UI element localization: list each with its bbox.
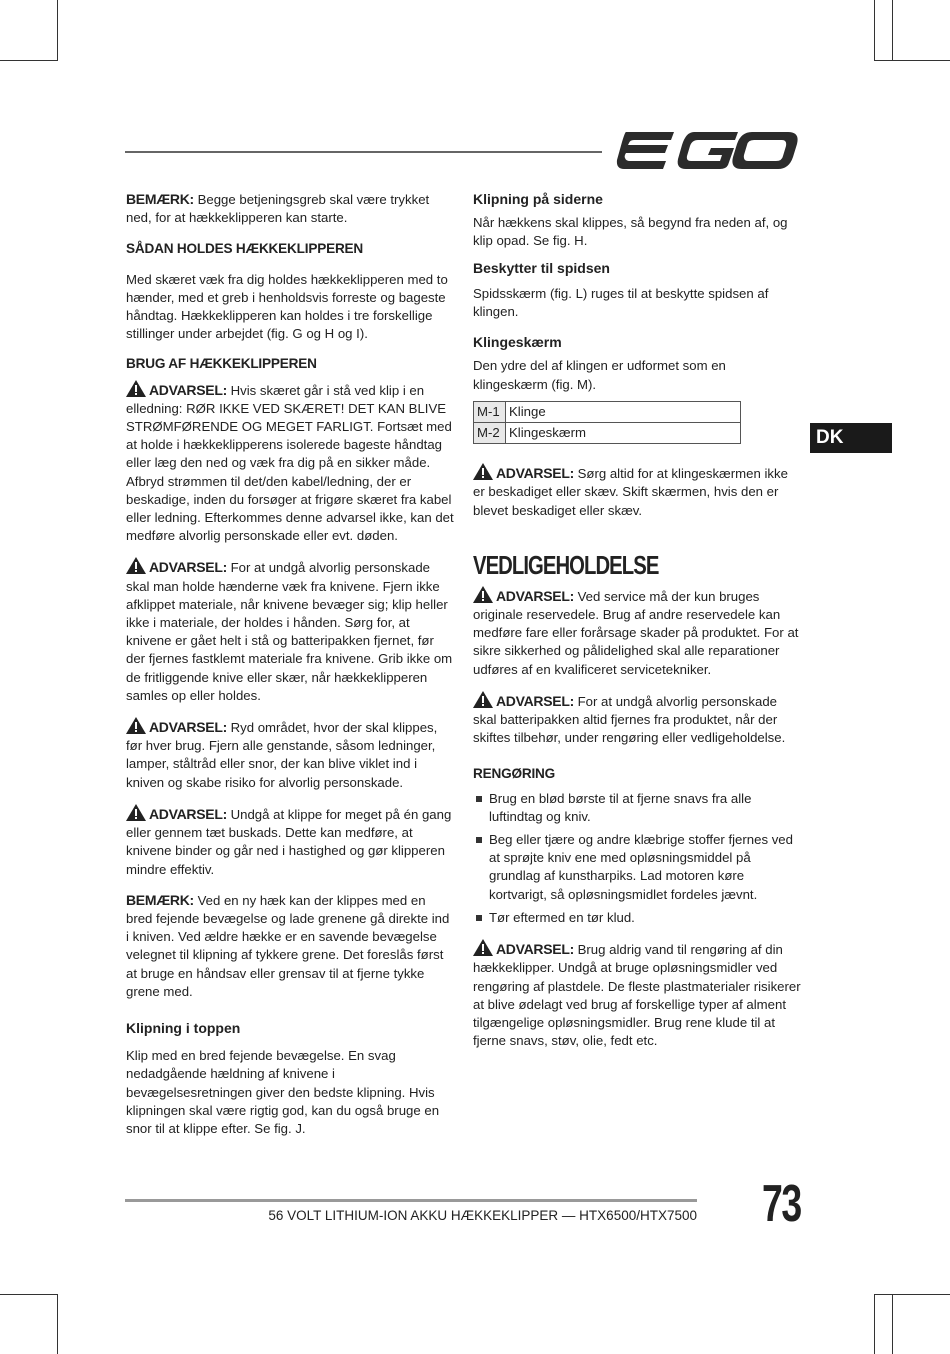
paragraph-tip-protector: Spidsskærm (fig. L) ruges til at beskytte spidsen af klingen. bbox=[473, 285, 769, 320]
warning-original-parts bbox=[473, 586, 803, 679]
paragraph-blade-guard: Den ydre del af klingen er udformet som en klingeskærm (fig. M). bbox=[473, 358, 726, 392]
page-number: 73 bbox=[762, 1175, 801, 1233]
table-row bbox=[474, 401, 741, 422]
heading-cleaning: RENGØRING bbox=[473, 766, 556, 782]
crop-mark bbox=[874, 60, 950, 61]
warning-text: Ved service må der kun bruges originale reservedele. Brug af andre reservedele kan medføre fare eller forårsage skader på produktet. For at sikre sikkerhed og pålidelighed skal alle reparationer udføres af en kvalificeret servicetekniker. bbox=[473, 588, 799, 677]
crop-mark bbox=[0, 1294, 58, 1295]
list-item-text: Beg eller tjære og andre klæbrige stoffer fjernes ved at sprøjte kniv ene med opløsningsmiddel på grundlag af kunstharpiks. Lad motoren køre kortvarigt, så opløsningsmidlet fordeles jævnt. bbox=[489, 832, 793, 902]
crop-mark bbox=[874, 0, 875, 60]
warning-label: ADVARSEL: bbox=[496, 692, 574, 709]
language-tab: DK bbox=[810, 423, 892, 453]
crop-mark bbox=[892, 1294, 893, 1354]
paragraph-side-trimming: Når hækkens skal klippes, så begynd fra neden af, og klip opad. Se fig. H. bbox=[473, 215, 788, 249]
part-name: Klingeskærm bbox=[506, 423, 741, 444]
note-new-hedge bbox=[126, 891, 454, 1001]
warning-remove-battery bbox=[473, 691, 803, 748]
list-item bbox=[473, 909, 803, 927]
warning-label: ADVARSEL: bbox=[149, 381, 227, 398]
warning-dense-brush bbox=[126, 804, 454, 879]
warning-triangle-icon bbox=[126, 557, 146, 574]
warning-triangle-icon bbox=[473, 586, 493, 603]
ego-logo bbox=[616, 130, 800, 174]
list-item bbox=[473, 790, 803, 826]
note-text: Ved en ny hæk kan der klippes med en bred fejende bevægelse og lade grenene gå direkte ind i kniven. Ved ældre hække er en savende bevægelse velegnet til klipning af tykkere grene. Det foreslås først at bruge en håndsav eller grensav til at fjerne tykke grene med. bbox=[126, 892, 450, 999]
heading-how-to-hold: SÅDAN HOLDES HÆKKEKLIPPEREN bbox=[126, 241, 364, 257]
warning-triangle-icon bbox=[473, 463, 493, 480]
warning-label: ADVARSEL: bbox=[149, 805, 227, 822]
crop-mark bbox=[874, 1294, 875, 1354]
warning-text: Undgå at klippe for meget på én gang eller gennem tæt buskads. Dette kan medføre, at knivene binder og går ned i hastighed og gør klipperen mindre effektiv. bbox=[126, 806, 452, 877]
parts-table bbox=[473, 401, 741, 444]
crop-mark bbox=[57, 1294, 58, 1354]
warning-text: For at undgå alvorlig personskade skal man holde hænderne væk fra knivene. Fjern ikke afklippet materiale, når knivene bevæger sig; klip heller ikke i materiale, der holdes i hånden. Sørg for, at knivene er gået helt i stå og batteripakken fjernet, før der fjernes fastklemt materiale fra knivene. Grib ikke om de fritliggende knive eller skær, når hækkeklipperen samles op eller holdes. bbox=[126, 560, 453, 703]
header-rule bbox=[125, 151, 602, 153]
warning-clear-area bbox=[126, 717, 454, 792]
warning-triangle-icon bbox=[126, 380, 146, 397]
warning-triangle-icon bbox=[473, 691, 493, 708]
table-row bbox=[474, 423, 741, 444]
crop-mark bbox=[57, 0, 58, 60]
warning-label: ADVARSEL: bbox=[496, 941, 574, 958]
warning-keep-hands-away bbox=[126, 557, 454, 705]
left-column bbox=[126, 190, 454, 1138]
heading-top-trimming: Klipning i toppen bbox=[126, 1019, 241, 1036]
footer-product-title: 56 VOLT LITHIUM-ION AKKU HÆKKEKLIPPER — HTX6500/HTX7500 bbox=[268, 1208, 697, 1223]
note-label: BEMÆRK: bbox=[126, 891, 194, 908]
warning-label: ADVARSEL: bbox=[496, 465, 574, 482]
paragraph-top-trimming: Klip med en bred fejende bevægelse. En svag nedadgående hældning af knivene i bevægelsesretningen giver den bedste klipning. Hvis klipningen skal være rigtig god, kan du også bruge en snor til at klippe efter. Se fig. J. bbox=[126, 1048, 440, 1136]
warning-label: ADVARSEL: bbox=[149, 719, 227, 736]
warning-text: Hvis skæret går i stå ved klip i en elledning: RØR IKKE VED SKÆRET! DET KAN BLIVE STRØMFØRENDE OG MEGET FARLIGT. Fortsæt med at holde i hækkeklipperens isolerede bageste håndtag eller læg den ned og væk fra dig på en sikker måde. Afbryd strømmen til det/den kabel/ledning, der er beskadige, inden du forsøger at frigøre skæret fra kabel eller ledning. Efterkommes denne advarsel ikke, kan det medføre alvorlig personskade eller evt. døden. bbox=[126, 382, 454, 544]
heading-use: BRUG AF HÆKKEKLIPPEREN bbox=[126, 356, 317, 372]
warning-triangle-icon bbox=[126, 804, 146, 821]
footer-rule bbox=[125, 1199, 697, 1202]
note-operating-grips bbox=[126, 190, 454, 227]
list-item-text: Brug en blød børste til at fjerne snavs fra alle luftindtag og kniv. bbox=[489, 790, 752, 824]
crop-mark bbox=[0, 60, 58, 61]
crop-mark bbox=[874, 1294, 950, 1295]
list-item bbox=[473, 831, 803, 904]
heading-maintenance: VEDLIGEHOLDELSE bbox=[473, 549, 659, 580]
paragraph-how-to-hold: Med skæret væk fra dig holdes hækkeklipperen med to hænder, med et greb i henholdsvis forreste og bageste håndtag. Hækkeklipperen kan holdes i tre forskellige stillinger under arbejdet (fig. G og H og I). bbox=[126, 271, 448, 342]
heading-side-trimming: Klipning på siderne bbox=[473, 191, 603, 207]
warning-triangle-icon bbox=[126, 717, 146, 734]
warning-text: Sørg altid for at klingeskærmen ikke er beskadiget eller skæv. Skift skærmen, hvis den er blevet beskadiget eller skæv. bbox=[473, 466, 788, 518]
crop-mark bbox=[892, 0, 893, 60]
heading-tip-protector: Beskytter til spidsen bbox=[473, 259, 610, 276]
cleaning-list bbox=[473, 790, 803, 927]
square-bullet-icon bbox=[476, 837, 482, 843]
part-code: M-2 bbox=[474, 423, 506, 444]
warning-blade-guard-damage bbox=[473, 463, 803, 520]
warning-label: ADVARSEL: bbox=[149, 559, 227, 576]
right-column bbox=[473, 190, 803, 1050]
square-bullet-icon bbox=[476, 796, 482, 802]
warning-power-line bbox=[126, 380, 454, 546]
heading-blade-guard: Klingeskærm bbox=[473, 334, 562, 351]
part-code: M-1 bbox=[474, 401, 506, 422]
warning-text: Ryd området, hvor der skal klippes, før hver brug. Fjern alle genstande, såsom ledninger, lamper, ståltråd eller snor, der kan blive viklet ind i kniven og skabe risiko for alvorlig personskade. bbox=[126, 720, 438, 790]
warning-label: ADVARSEL: bbox=[496, 587, 574, 604]
warning-triangle-icon bbox=[473, 939, 493, 956]
list-item-text: Tør eftermed en tør klud. bbox=[489, 909, 635, 925]
part-name: Klinge bbox=[506, 401, 741, 422]
note-label: BEMÆRK: bbox=[126, 191, 194, 207]
square-bullet-icon bbox=[476, 915, 482, 921]
warning-text: For at undgå alvorlig personskade skal batteripakken altid fjernes fra produktet, når der skiftes tilbehør, under rengøring eller vedligeholdelse. bbox=[473, 693, 786, 746]
note-text: Begge betjeningsgreb skal være trykket ned, for at hækkeklipperen kan starte. bbox=[126, 192, 430, 226]
warning-no-water bbox=[473, 939, 803, 1050]
warning-text: Brug aldrig vand til rengøring af din hækkeklipper. Undgå at bruge opløsningsmidler ved rengøring af plastdele. De fleste plastmaterialer risikerer at blive ødelagt ved brug af forskellige typer af alment tilgængelige opløsningsmidler. Brug rene klude til at fjerne snavs, støv, olie, fedt etc. bbox=[473, 942, 801, 1049]
